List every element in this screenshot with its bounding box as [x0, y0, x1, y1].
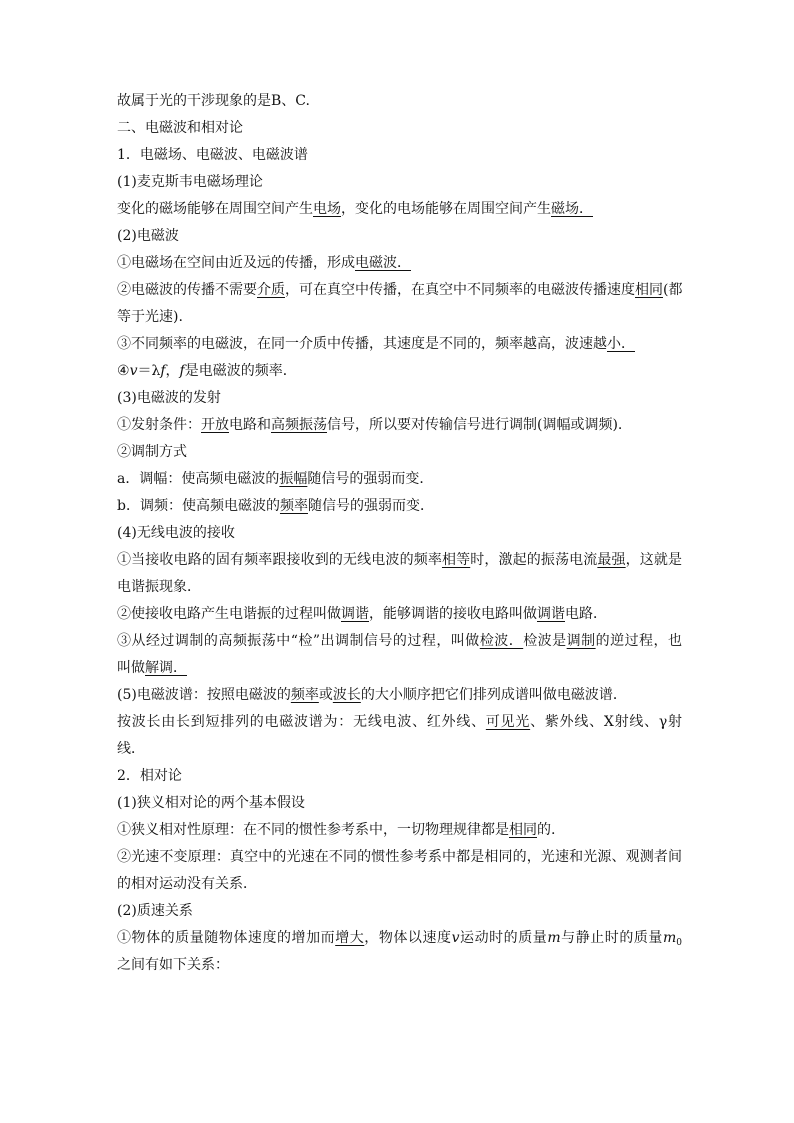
text-run: 等于光速).	[117, 309, 183, 325]
underlined-answer: 增大	[335, 930, 365, 946]
text-line	[117, 304, 682, 331]
text-run: ，这就是	[625, 552, 682, 568]
underlined-answer: 介质	[257, 282, 285, 298]
text-line	[117, 817, 682, 844]
text-run: 时，激起的振荡电流	[470, 552, 598, 568]
text-run: 1．电磁场、电磁波、电磁波谱	[117, 147, 308, 163]
text-run: (3)电磁波的发射	[117, 390, 221, 406]
text-line	[117, 628, 682, 655]
text-run: ④	[117, 363, 130, 379]
text-line	[117, 898, 682, 925]
underlined-answer: 波长	[332, 687, 361, 703]
text-line	[117, 871, 682, 898]
text-run: 随信号的强弱而变．	[307, 471, 434, 487]
text-run: ②调制方式	[117, 444, 187, 460]
text-run: ，物体以速度	[364, 930, 452, 946]
text-run: (4)无线电波的接收	[117, 525, 235, 541]
text-line	[117, 88, 682, 115]
text-run: ＝λ	[137, 363, 161, 379]
text-run: ②使接收电路产生电谐振的过程叫做	[117, 606, 341, 622]
underlined-answer: 相等	[441, 552, 471, 568]
text-line	[117, 574, 682, 601]
text-run: ②电磁波的传播不需要	[117, 282, 257, 298]
math-variable: v	[451, 930, 460, 946]
text-run: 叫做	[117, 660, 145, 676]
underlined-answer: 小．	[607, 336, 635, 352]
text-line	[117, 844, 682, 871]
text-run: 之间有如下关系：	[117, 957, 229, 973]
text-run: 随信号的强弱而变．	[307, 498, 434, 514]
text-run: 电路和	[229, 417, 271, 433]
underlined-answer: 频率	[290, 687, 319, 703]
text-line	[117, 601, 682, 628]
text-run: 的.	[537, 822, 556, 838]
math-variable: v	[129, 363, 138, 379]
text-run: ，可在真空中传播，在真空中不同频率的电磁波传播速度	[285, 282, 635, 298]
underlined-answer: 相同	[635, 282, 663, 298]
text-run: ①物体的质量随物体速度的增加而	[117, 930, 336, 946]
text-line	[117, 358, 682, 385]
text-line	[117, 763, 682, 790]
text-run: 变化的磁场能够在周围空间产生	[117, 201, 313, 217]
text-run: ①狭义相对性原理：在不同的惯性参考系中，一切物理规律都是	[117, 822, 509, 838]
text-line	[117, 331, 682, 358]
text-run: 信号，所以要对传输信号进行调制(调幅或调频).	[327, 417, 623, 433]
text-line	[117, 925, 682, 952]
underlined-answer: 高频振荡	[271, 417, 327, 433]
text-line	[117, 655, 682, 682]
text-line	[117, 790, 682, 817]
underlined-answer: 频率	[279, 498, 308, 514]
text-run: (1)麦克斯韦电磁场理论	[117, 174, 263, 190]
text-line	[117, 520, 682, 547]
text-run: 线．	[117, 741, 145, 757]
underlined-answer: 检波．	[479, 633, 524, 649]
subscript: 0	[676, 938, 682, 948]
underlined-answer: 电场	[313, 201, 341, 217]
text-run: ①发射条件：	[117, 417, 201, 433]
text-run: (2)电磁波	[117, 228, 179, 244]
text-run: (5)电磁波谱：按照电磁波的	[117, 687, 291, 703]
underlined-answer: 可见光	[485, 714, 531, 730]
text-run: ，	[165, 363, 180, 379]
text-line	[117, 682, 682, 709]
text-run: 或	[318, 687, 333, 703]
math-variable: f	[179, 363, 185, 379]
text-line	[117, 223, 682, 250]
text-line	[117, 952, 682, 979]
text-run: ②光速不变原理：真空中的光速在不同的惯性参考系中都是相同的，光速和光源、观测者间	[117, 849, 682, 865]
underlined-answer: 调谐	[341, 606, 369, 622]
math-variable: f	[160, 363, 166, 379]
text-run: 与静止时的质量	[560, 930, 663, 946]
text-run: (2)质速关系	[117, 903, 193, 919]
text-line	[117, 250, 682, 277]
text-run: ，变化的电场能够在周围空间产生	[341, 201, 551, 217]
text-run: 的逆过程，也	[595, 633, 682, 649]
text-run: ，能够调谐的接收电路叫做	[369, 606, 537, 622]
text-run: 按波长由长到短排列的电磁波谱为：无线电波、红外线、	[117, 714, 486, 730]
text-run: 二、电磁波和相对论	[117, 120, 243, 136]
text-line	[117, 439, 682, 466]
text-run: 运动时的质量	[459, 930, 548, 946]
text-run: 2．相对论	[117, 768, 182, 784]
text-run: b．调频：使高频电磁波的	[117, 498, 280, 514]
text-line	[117, 547, 682, 574]
text-line	[117, 493, 682, 520]
underlined-answer: 相同	[509, 822, 537, 838]
math-variable: m	[547, 930, 561, 946]
text-run: (都	[663, 282, 682, 298]
text-line	[117, 385, 682, 412]
text-line	[117, 466, 682, 493]
text-run: a．调幅：使高频电磁波的	[117, 471, 280, 487]
text-run: 检波是	[523, 633, 567, 649]
text-line	[117, 736, 682, 763]
text-line	[117, 412, 682, 439]
text-line	[117, 277, 682, 304]
text-line	[117, 115, 682, 142]
text-run: ①当接收电路的固有频率跟接收到的无线电波的频率	[117, 552, 442, 568]
document-body	[117, 88, 682, 979]
underlined-answer: 开放	[201, 417, 229, 433]
underlined-answer: 电磁波．	[355, 255, 411, 271]
math-variable: m	[662, 930, 677, 946]
underlined-answer: 振幅	[279, 471, 308, 487]
text-run: 是电磁波的频率．	[184, 363, 297, 379]
text-run: 电谐振现象．	[117, 579, 201, 595]
text-run: 的大小顺序把它们排列成谱叫做电磁波谱．	[360, 687, 627, 703]
text-run: ①电磁场在空间由近及远的传播，形成	[117, 255, 355, 271]
underlined-answer: 调制	[566, 633, 596, 649]
text-run: (1)狭义相对论的两个基本假设	[117, 795, 305, 811]
text-run: ③不同频率的电磁波，在同一介质中传播，其速度是不同的，频率越高，波速越	[117, 336, 607, 352]
text-run: 的相对运动没有关系．	[117, 876, 257, 892]
text-run: 电路．	[565, 606, 607, 622]
underlined-answer: 最强	[597, 552, 626, 568]
underlined-answer: 调谐	[537, 606, 565, 622]
text-run: 故属于光的干涉现象的是B、C.	[117, 93, 310, 109]
underlined-answer: 解调．	[145, 660, 187, 676]
text-run: 、紫外线、X射线、γ射	[530, 714, 682, 730]
text-line	[117, 196, 682, 223]
text-line	[117, 169, 682, 196]
underlined-answer: 磁场．	[551, 201, 593, 217]
text-line	[117, 709, 682, 736]
text-run: ③从经过调制的高频振荡中“检”出调制信号的过程，叫做	[117, 633, 480, 649]
text-line	[117, 142, 682, 169]
